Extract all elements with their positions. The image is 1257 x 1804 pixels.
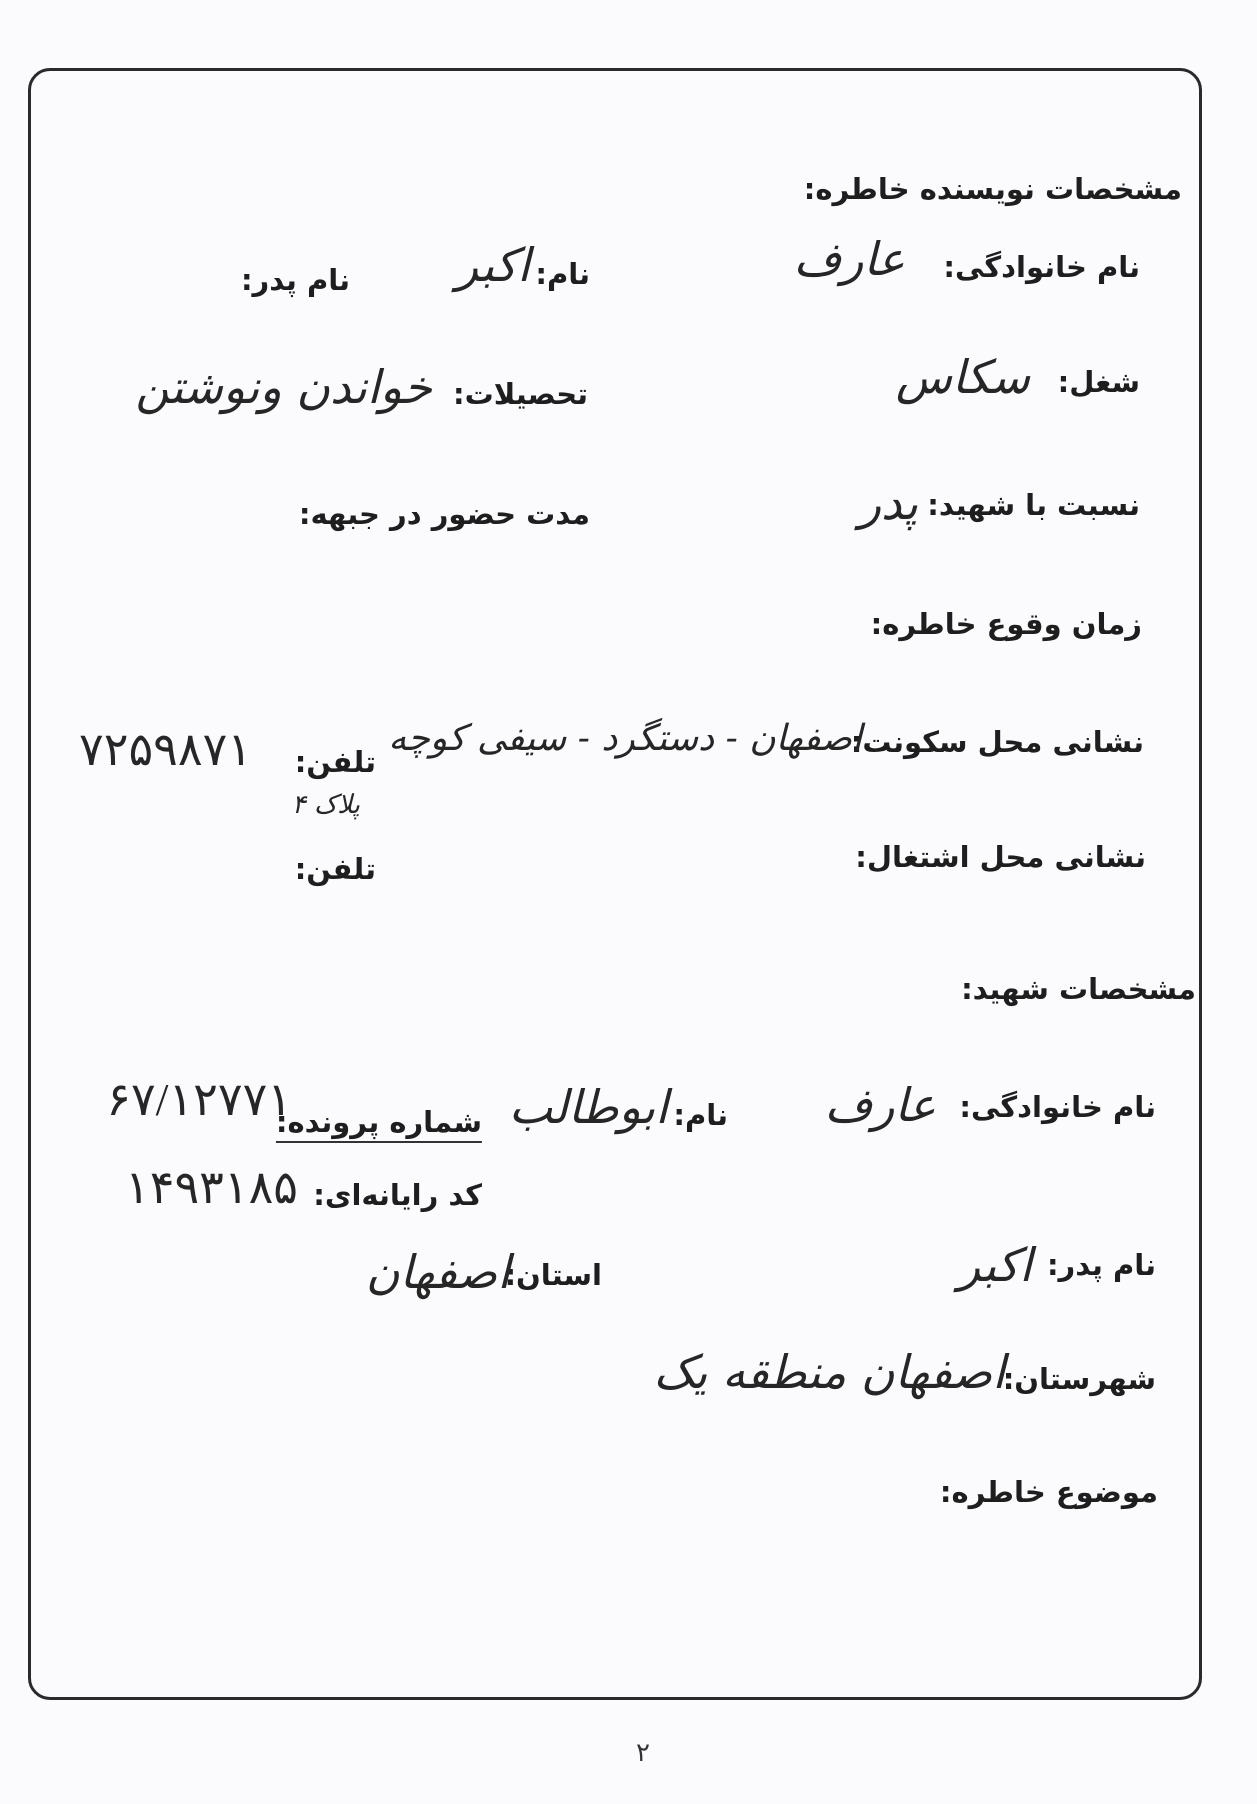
writer-job-value: سکاس — [895, 350, 1030, 404]
martyr-father-value: اکبر — [958, 1238, 1032, 1292]
writer-home-address-extra: پلاک ۴ — [291, 790, 360, 820]
form-frame — [28, 68, 1202, 1700]
martyr-computer-code-label: کد رایانه‌ای: — [313, 1178, 482, 1212]
writer-education-label: تحصیلات: — [453, 377, 588, 411]
writer-job-label: شغل: — [1057, 365, 1140, 399]
writer-relation-value: پدر — [858, 476, 918, 530]
martyr-memory-topic-label: موضوع خاطره: — [939, 1475, 1158, 1509]
writer-phone-value-1: ۷۲۵۹۸۷۱ — [79, 724, 252, 775]
writer-front-duration-label: مدت حضور در جبهه: — [298, 497, 590, 531]
writer-home-address-label: نشانی محل سکونت: — [850, 725, 1144, 759]
writer-phone-label-1: تلفن: — [294, 745, 376, 779]
page-number: ۲ — [636, 1738, 650, 1768]
writer-home-address-value: اصفهان - دستگرد - سیفی کوچه — [388, 718, 862, 759]
writer-work-address-label: نشانی محل اشتغال: — [855, 840, 1146, 874]
martyr-father-label: نام پدر: — [1046, 1248, 1156, 1282]
martyr-name-label: نام: — [673, 1098, 728, 1132]
martyr-province-value: اصفهان — [365, 1245, 510, 1299]
writer-section-title: مشخصات نویسنده خاطره: — [803, 172, 1182, 206]
martyr-city-value: اصفهان منطقه یک — [653, 1345, 1005, 1399]
writer-father-label: نام پدر: — [240, 263, 350, 297]
writer-name-label: نام: — [535, 257, 590, 291]
martyr-family-label: نام خانوادگی: — [959, 1090, 1156, 1124]
martyr-computer-code-value: ۱۴۹۳۱۸۵ — [125, 1162, 298, 1213]
writer-education-value: خواندن ونوشتن — [135, 360, 432, 414]
martyr-name-value: ابوطالب — [508, 1080, 668, 1134]
martyr-province-label: استان: — [504, 1258, 602, 1292]
martyr-file-number-value: ۶۷/۱۲۷۷۱ — [106, 1074, 292, 1125]
writer-relation-label: نسبت با شهید: — [927, 488, 1140, 522]
writer-family-value: عارف — [793, 232, 905, 286]
writer-memory-time-label: زمان وقوع خاطره: — [870, 607, 1142, 641]
writer-phone-label-2: تلفن: — [294, 852, 376, 886]
martyr-family-value: عارف — [824, 1078, 936, 1132]
martyr-city-label: شهرستان: — [1002, 1362, 1156, 1396]
martyr-section-title: مشخصات شهید: — [961, 972, 1196, 1006]
martyr-file-number-label: شماره پرونده: — [276, 1105, 482, 1143]
writer-family-label: نام خانوادگی: — [943, 250, 1140, 284]
writer-name-value: اکبر — [456, 238, 530, 292]
